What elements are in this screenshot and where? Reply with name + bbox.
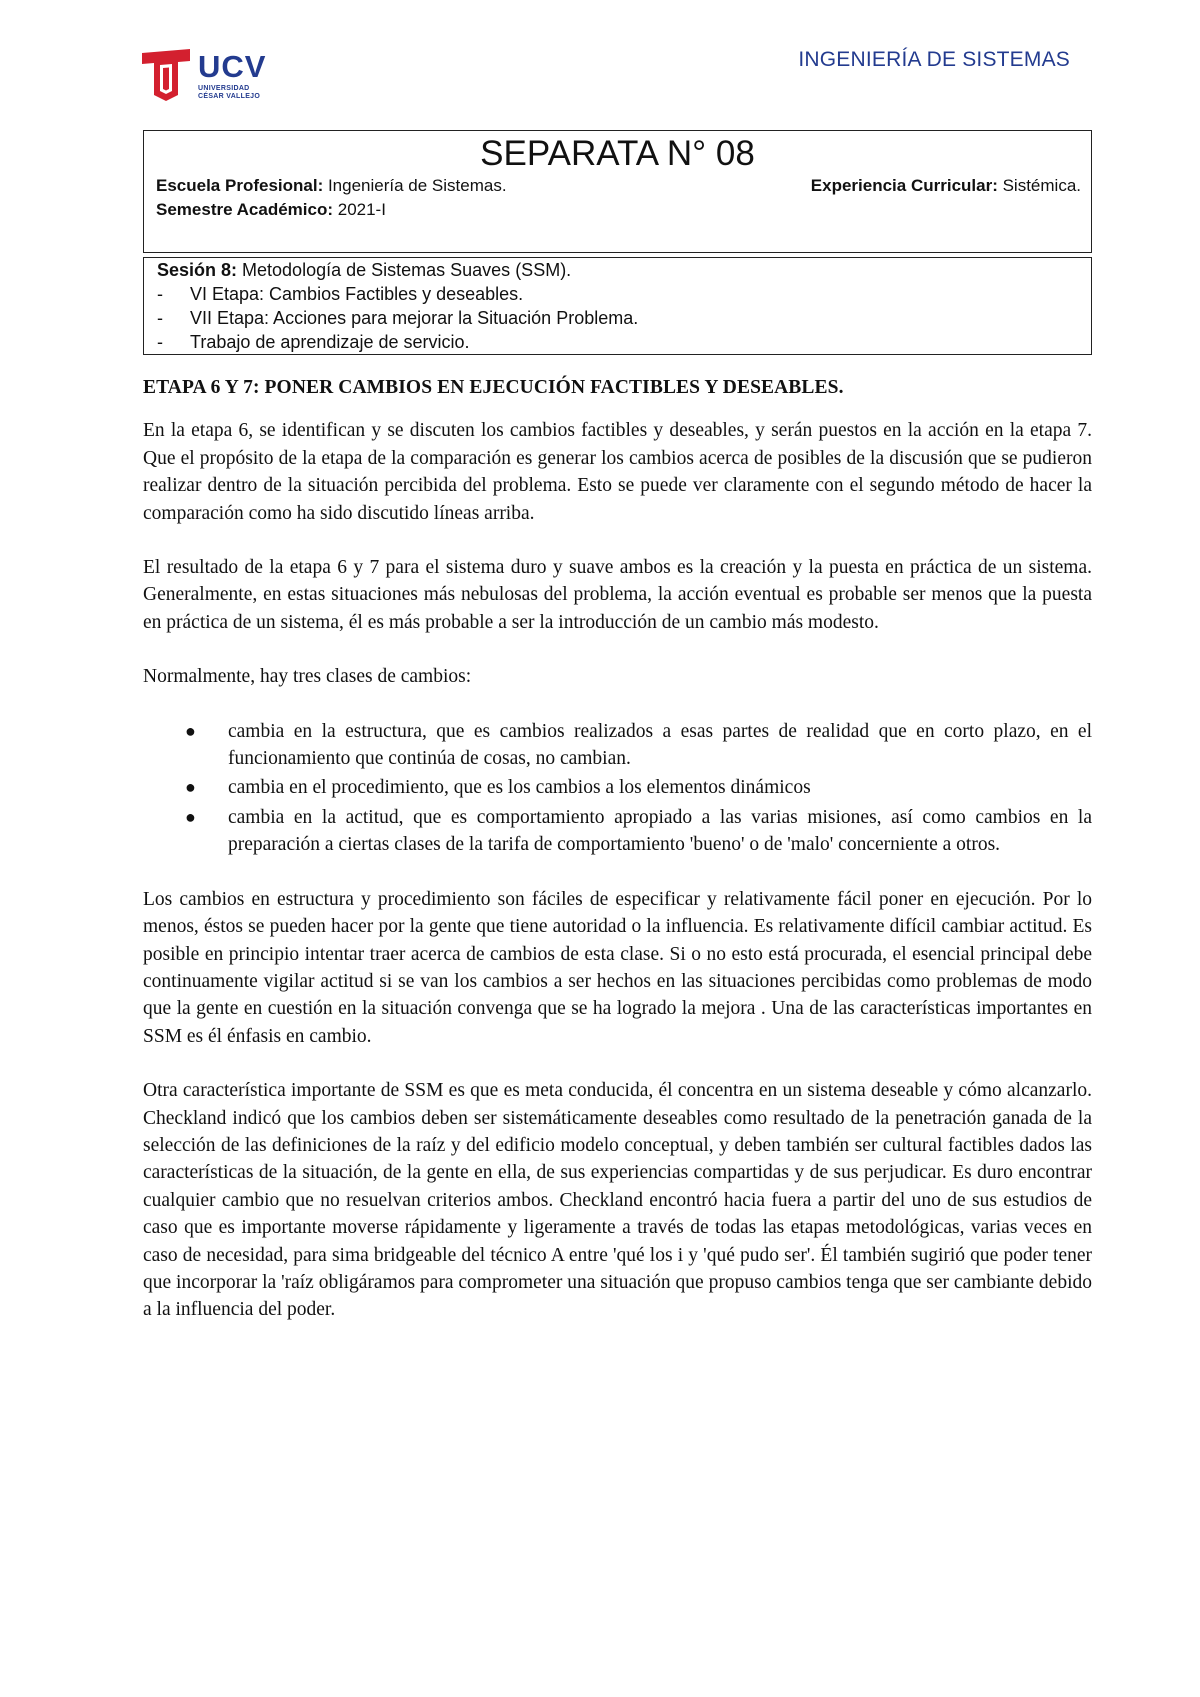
course-field: [811, 174, 1081, 198]
info-row-semester: [144, 198, 1091, 222]
session-item-text: VI Etapa: Cambios Factibles y deseables.: [190, 284, 524, 304]
change-types-list: [143, 718, 1092, 859]
session-heading: [157, 258, 1091, 282]
ucv-shield-icon: [140, 47, 192, 103]
session-item-dash: -: [157, 332, 163, 352]
paragraph-1: En la etapa 6, se identifican y se discuten los cambios factibles y deseables, y serán puestos en la acción en la etapa 7. Que el propósito de la etapa de la comparación es generar los cambios acerca de posibles de la discusión que se pudieron realizar dentro de la situación percibida del problema. Esto se puede ver claramente con el segundo método de hacer la comparación como ha sido discutido líneas arriba.: [143, 420, 1092, 524]
session-box: [143, 257, 1092, 355]
semester-value: 2021-I: [333, 200, 386, 219]
list-item-text: cambia en el procedimiento, que es los cambios a los elementos dinámicos: [228, 777, 811, 799]
paragraph-4: Los cambios en estructura y procedimiento son fáciles de especificar y relativamente fácil poner en ejecución. Por lo menos, éstos se pueden hacer por la gente que tiene autoridad o la influencia. Es relativamente difícil cambiar actitud. Es posible en principio intentar traer acerca de cambios de esta clase. Si o no esto está procurada, el esencial principal debe continuamente vigilar actitud si se van los cambios a ser hechos en las situaciones percibidas como problemas de modo que la gente en cuestión en la situación convenga que se ha logrado la mejora . Una de las características importantes en SSM es él énfasis en cambio.: [143, 888, 1092, 1047]
session-item-text: Trabajo de aprendizaje de servicio.: [190, 332, 470, 352]
separata-title: SEPARATA N° 08: [480, 134, 755, 173]
session-label: Sesión 8:: [157, 260, 238, 280]
logo-line-1: UNIVERSIDAD: [198, 84, 250, 92]
list-item: [143, 774, 1092, 801]
logo-line-2: CÉSAR VALLEJO: [198, 92, 261, 100]
school-label: Escuela Profesional:: [156, 176, 324, 195]
session-item-dash: -: [157, 308, 163, 328]
session-item: [157, 330, 1091, 354]
school-field: [156, 174, 507, 198]
session-title: Metodología de Sistemas Suaves (SSM).: [237, 260, 572, 280]
paragraph-2: El resultado de la etapa 6 y 7 para el sistema duro y suave ambos es la creación y la puesta en práctica de un sistema. Generalmente, en estas situaciones más nebulosas del problema, la acción eventual es probable ser menos que la puesta en práctica de un sistema, él es más probable a ser la introducción de un cambio más modesto.: [143, 557, 1092, 633]
semester-field: [156, 198, 386, 222]
paragraph-3: Normalmente, hay tres clases de cambios:: [143, 666, 472, 688]
list-item: [143, 718, 1092, 773]
list-item-text: cambia en la actitud, que es comportamiento apropiado a las varias misiones, así como cambios en la preparación a ciertas clases de la tarifa de comportamiento 'bueno' o de 'malo' concerniente a otros.: [228, 806, 1092, 856]
bullet-icon: ●: [185, 777, 196, 798]
separata-info-box: [143, 130, 1092, 253]
section-heading: ETAPA 6 Y 7: PONER CAMBIOS EN EJECUCIÓN FACTIBLES Y DESEABLES.: [143, 377, 844, 398]
course-value: Sistémica.: [997, 176, 1081, 195]
logo-text: [198, 48, 267, 100]
bullet-icon: ●: [185, 806, 196, 827]
list-item-text: cambia en la estructura, que es cambios realizados a esas partes de realidad que en corto plazo, en el funcionamiento que continúa de cosas, no cambian.: [228, 720, 1092, 770]
university-logo: [140, 46, 266, 104]
logo-acronym: UCV: [198, 48, 267, 84]
list-item: [143, 804, 1092, 859]
document-body: [143, 366, 1092, 1351]
department-title: INGENIERÍA DE SISTEMAS: [798, 48, 1070, 71]
session-item-dash: -: [157, 284, 163, 304]
bullet-icon: ●: [185, 720, 196, 741]
session-item: [157, 306, 1091, 330]
info-row-school: [144, 174, 1091, 198]
session-item: [157, 282, 1091, 306]
paragraph-5: Otra característica importante de SSM es que es meta conducida, él concentra en un sistema deseable y cómo alcanzarlo. Checkland indicó que los cambios deben ser sistemáticamente deseables como resultado de la penetración ganada de la selección de las definiciones de la raíz y del edificio modelo conceptual, y deben también ser cultural factibles dados las características de la situación, de la gente en ella, de sus experiencias compartidas y de sus perjudicar. Es duro encontrar cualquier cambio que no resuelvan criterios ambos. Checkland encontró hacia fuera a partir del uno de sus estudios de caso que es importante moverse rápidamente y ligeramente a través de todas las etapas metodológicas, varias veces en caso de necesidad, para sima bridgeable del técnico A entre 'qué los i y 'qué pudo ser'. Él también sugirió que poder tener que incorporar la 'raíz obligáramos para comprometer una situación que propuso cambios tenga que ser cambiante debido a la influencia del poder.: [143, 1080, 1092, 1321]
session-item-text: VII Etapa: Acciones para mejorar la Situación Problema.: [190, 308, 639, 328]
course-label: Experiencia Curricular:: [810, 176, 998, 195]
school-value: Ingeniería de Sistemas.: [323, 176, 507, 195]
semester-label: Semestre Académico:: [156, 200, 334, 219]
